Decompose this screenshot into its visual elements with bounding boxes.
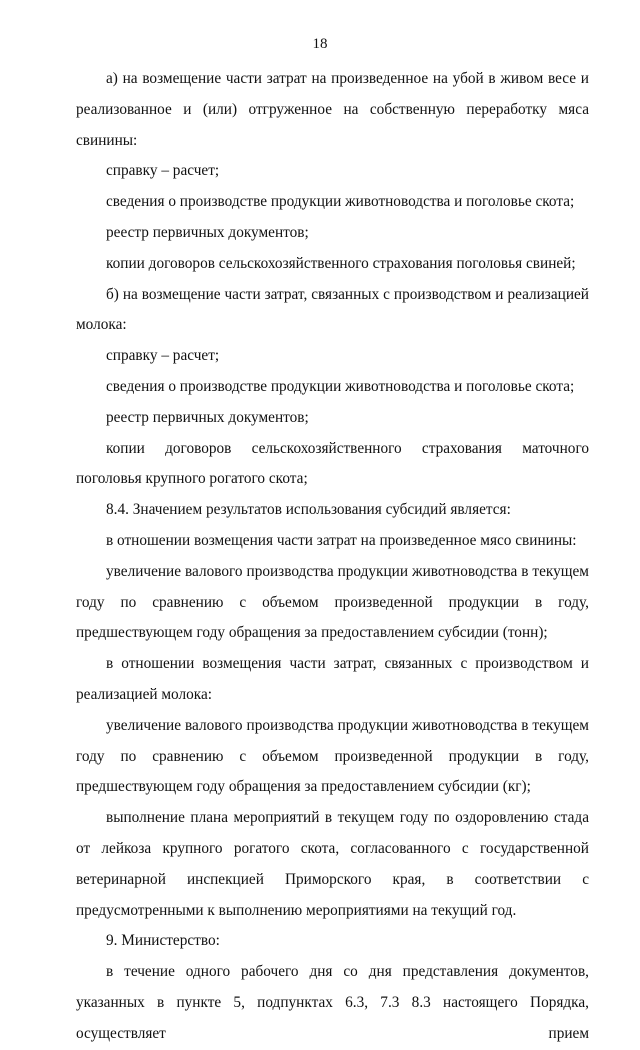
paragraph-b-milk: б) на возмещение части затрат, связанных с производством и реализацией молока: (76, 285, 589, 334)
paragraph: в отношении возмещения части затрат на произведенное мясо свинины: (106, 531, 577, 549)
paragraph: в отношении возмещения части затрат, связанных с производством и реализацией молока: (76, 655, 589, 703)
list-item: копии договоров сельскохозяйственного страхования поголовья свиней; (106, 254, 576, 272)
paragraph: увеличение валового производства продукции животноводства в текущем году по сравнению с объемом произведенной продукции в году, предшествующем году обращения за предоставлением субсидии (тонн); (76, 562, 589, 642)
list-item: сведения о производстве продукции животноводства и поголовье скота; (106, 193, 575, 211)
list-item: реестр первичных документов; (106, 408, 309, 426)
section-8-4-heading: 8.4. Значением результатов использования субсидий является: (106, 501, 511, 519)
page-number: 18 (312, 36, 328, 52)
document-body (76, 64, 589, 1050)
paragraph: выполнение плана мероприятий в текущем году по оздоровлению стада от лейкоза крупного рогатого скота, согласованного с государственной ветеринарной инспекцией Приморского края, в соответствии с предусмотренными к выполнению мероприятиями на текущий год. (76, 809, 589, 919)
section-9-heading: 9. Министерство: (106, 932, 220, 950)
paragraph: в течение одного рабочего дня со дня представления документов, указанных в пункте 5, подпунктах 6.3, 7.3 8.3 настоящего Порядка, осуществляет прием (76, 963, 589, 1042)
paragraph: увеличение валового производства продукции животноводства в текущем году по сравнению с объемом произведенной продукции в году, предшествующем году обращения за предоставлением субсидии (кг); (76, 716, 589, 796)
list-item: реестр первичных документов; (106, 223, 309, 241)
list-item: справку – расчет; (106, 347, 220, 365)
list-item: сведения о производстве продукции животноводства и поголовье скота; (106, 377, 575, 395)
list-item: копии договоров сельскохозяйственного страхования маточного поголовья крупного рогатого скота; (76, 439, 589, 488)
paragraph-a-pork: а) на возмещение части затрат на произведенное на убой в живом весе и реализованное и (или) отгруженное на собственную переработку мяса свинины: (76, 70, 589, 149)
list-item: справку – расчет; (106, 162, 220, 180)
